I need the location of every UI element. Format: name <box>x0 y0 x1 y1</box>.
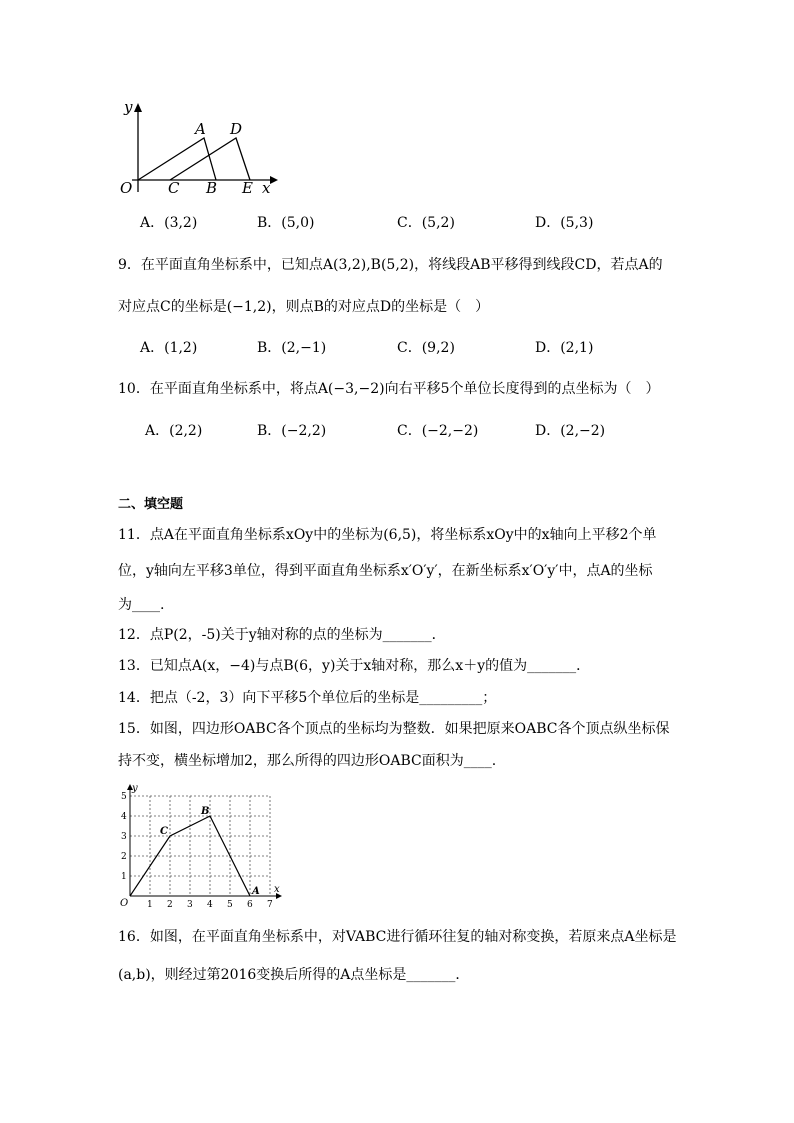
y-tick-labels <box>121 792 127 882</box>
point-a-label: A <box>252 886 260 897</box>
y-tick-4: 4 <box>121 812 127 822</box>
x-tick-1: 1 <box>147 900 153 910</box>
origin-label: O <box>120 179 133 197</box>
q9-option-c[interactable]: C．(9,2) <box>397 340 455 356</box>
q8-option-d[interactable]: D．(5,3) <box>535 215 594 231</box>
q10-option-a[interactable]: A．(2,2) <box>145 423 203 439</box>
q10-line-1: 10．在平面直角坐标系中，将点A(−3,−2)向右平移5个单位长度得到的点坐标为（ ） <box>118 381 660 397</box>
q9-option-d[interactable]: D．(2,1) <box>535 340 594 356</box>
q9-option-b[interactable]: B．(2,−1) <box>257 340 327 356</box>
q8-option-c[interactable]: C．(5,2) <box>397 215 455 231</box>
point-b-label: B <box>206 179 218 197</box>
q15-line-1: 15．如图，四边形OABC各个顶点的坐标均为整数．如果把原来OABC各个顶点纵坐标保 <box>118 721 670 737</box>
point-b-label: B <box>201 806 210 817</box>
point-e-label: E <box>242 179 253 197</box>
q16-line-1: 16．如图，在平面直角坐标系中，对VABC进行循环往复的轴对称变换，若原来点A坐标是 <box>118 929 677 945</box>
y-tick-5: 5 <box>121 792 127 802</box>
q10-option-b[interactable]: B．(−2,2) <box>257 423 327 439</box>
q9-line-2: 对应点C的坐标是(−1,2)，则点B的对应点D的坐标是（ ） <box>118 299 490 315</box>
q11-line-3: 为____. <box>118 597 165 613</box>
q10-option-c[interactable]: C．(−2,−2) <box>397 423 479 439</box>
x-tick-5: 5 <box>227 900 233 910</box>
section-title-fill-in: 二、填空题 <box>118 497 184 512</box>
triangle-oab <box>138 138 216 180</box>
origin-label: O <box>120 898 129 909</box>
q10-option-d[interactable]: D．(2,−2) <box>535 423 606 439</box>
point-c-label: C <box>168 179 180 197</box>
q9-line-1: 9．在平面直角坐标系中，已知点A(3,2),B(5,2)，将线段AB平移得到线段CD，若点A的 <box>118 257 663 273</box>
q14-line: 14．把点（-2，3）向下平移5个单位后的坐标是_________； <box>118 690 497 706</box>
q11-line-2: 位，y轴向左平移3单位，得到平面直角坐标系x′O′y′，在新坐标系x′O′y′中，点A的坐标 <box>118 563 653 579</box>
q9-option-a[interactable]: A．(1,2) <box>140 340 198 356</box>
q8-option-a[interactable]: A．(3,2) <box>140 215 198 231</box>
q8-option-b[interactable]: B．(5,0) <box>257 215 315 231</box>
y-axis-arrow <box>134 103 142 112</box>
x-tick-2: 2 <box>167 900 173 910</box>
q13-line: 13．已知点A(x，−4)与点B(6，y)关于x轴对称，那么x＋y的值为_______． <box>118 658 591 674</box>
q11-line-1: 11．点A在平面直角坐标系xOy中的坐标为(6,5)，将坐标系xOy中的x轴向上平移2个单 <box>118 527 657 543</box>
point-a-label: A <box>195 120 206 138</box>
y-axis-label: y <box>132 783 138 794</box>
x-tick-6: 6 <box>247 900 253 910</box>
y-axis-label: y <box>124 98 133 116</box>
q16-line-2: (a,b)，则经过第2016变换后所得的A点坐标是_______． <box>118 967 470 983</box>
y-tick-1: 1 <box>121 872 127 882</box>
point-d-label: D <box>230 120 243 138</box>
x-tick-7: 7 <box>267 900 273 910</box>
x-axis-label: x <box>262 179 271 197</box>
grid-lines <box>130 796 270 896</box>
x-tick-3: 3 <box>187 900 193 910</box>
x-axis-label: x <box>274 884 280 895</box>
q12-line: 12．点P(2，-5)关于y轴对称的点的坐标为_______． <box>118 627 446 643</box>
y-tick-3: 3 <box>121 832 127 842</box>
figure-quadrilateral-oabc <box>112 782 292 910</box>
figure-translation-triangles <box>112 96 282 198</box>
x-tick-labels <box>147 900 273 910</box>
point-c-label: C <box>160 826 168 837</box>
x-axis-arrow <box>270 176 278 184</box>
x-tick-4: 4 <box>207 900 213 910</box>
y-tick-2: 2 <box>121 852 127 862</box>
q15-line-2: 持不变，横坐标增加2，那么所得的四边形OABC面积为____. <box>118 753 497 769</box>
